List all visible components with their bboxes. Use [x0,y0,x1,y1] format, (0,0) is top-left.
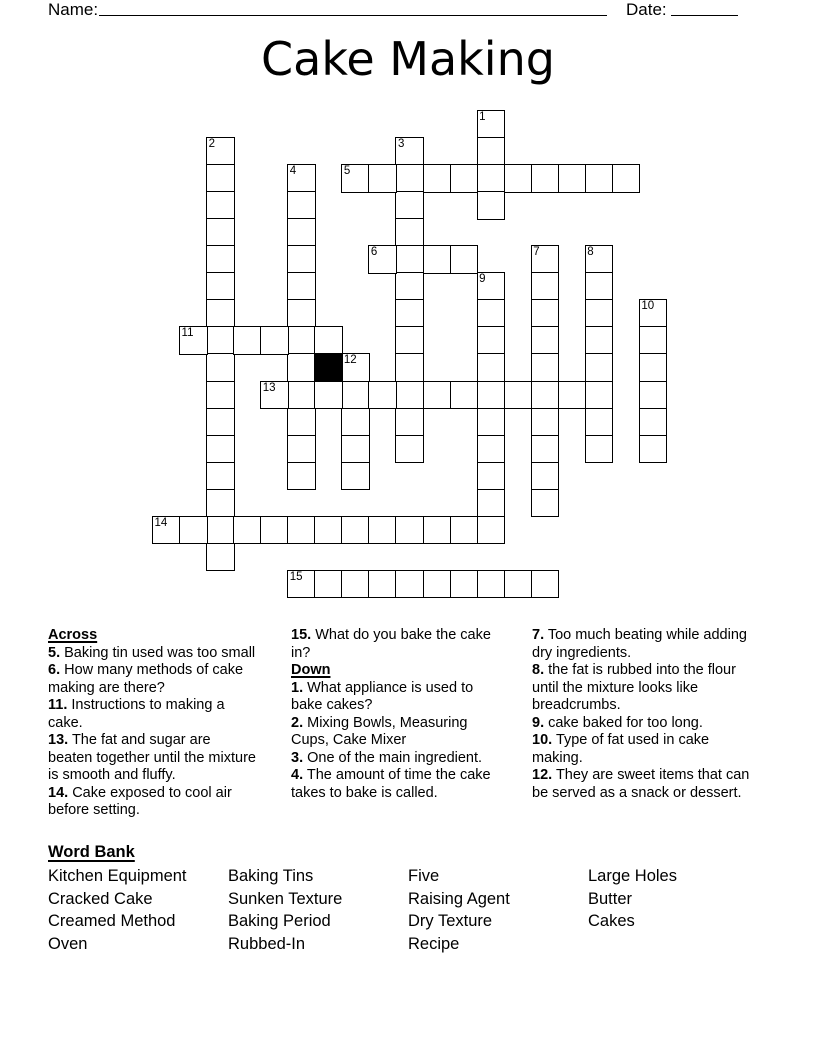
grid-cell-number: 9 [479,273,486,286]
word-bank-word: Baking Period [228,912,331,930]
grid-cell [477,489,506,518]
grid-cell [531,570,560,599]
clues-column-3 [532,627,750,802]
grid-cell [395,137,424,166]
clue-number: 1. [291,679,304,696]
grid-cell [558,381,587,410]
grid-cell [477,570,506,599]
grid-cell [260,326,289,355]
grid-cell [639,353,668,382]
grid-cell [314,570,343,599]
grid-cell [287,570,316,599]
grid-cell [585,164,614,193]
grid-cell [531,462,560,491]
grid-cell [531,326,560,355]
grid-cell [341,408,370,437]
grid-cell [287,299,316,328]
name-blank-line [99,1,607,16]
grid-cell [206,462,235,491]
grid-cell [477,326,506,355]
clue-down-8: 8. the fat is rubbed into the flour until the mixture looks like breadcrumbs. [532,662,736,713]
grid-cell [287,191,316,220]
grid-cell [504,381,533,410]
grid-cell [477,137,506,166]
grid-cell [531,408,560,437]
clue-across-15: 15. What do you bake the cake in? [291,627,491,661]
grid-cell [287,326,316,355]
grid-cell [287,164,316,193]
grid-cell-number: 14 [154,516,168,529]
grid-cell-black [314,353,343,382]
grid-cell [395,191,424,220]
grid-cell [504,164,533,193]
word-bank-word: Cakes [588,912,635,930]
grid-cell [314,326,343,355]
date-blank-line [671,1,738,16]
clue-number: 5. [48,644,61,661]
grid-cell [206,381,235,410]
grid-cell [287,435,316,464]
grid-cell [531,164,560,193]
grid-cell [287,462,316,491]
grid-cell [531,245,560,274]
grid-cell [206,353,235,382]
grid-cell [341,381,370,410]
grid-cell [477,110,506,139]
word-bank-word: Cracked Cake [48,889,153,908]
clues-column-2 [291,627,496,802]
grid-cell [206,489,235,518]
grid-cell [260,381,289,410]
grid-cell [423,245,452,274]
crossword-grid [152,110,667,598]
grid-cell-number: 3 [397,138,405,151]
grid-cell [477,353,506,382]
grid-cell [314,381,343,410]
grid-cell [477,299,506,328]
clue-number: 4. [291,767,304,783]
grid-cell-number: 11 [181,327,194,340]
word-bank-word: Recipe [408,934,460,953]
grid-cell [341,516,370,545]
grid-cell [368,381,397,410]
grid-cell [179,326,208,355]
grid-cell [206,245,235,274]
word-bank-word: Butter [588,889,633,908]
grid-cell [287,218,316,247]
grid-cell [368,570,397,599]
grid-cell [395,353,424,382]
grid-cell [477,272,506,301]
grid-cell [585,408,614,437]
grid-cell [450,164,479,193]
clue-number: 13. [48,732,69,748]
grid-cell [477,516,506,545]
word-bank-word: Five [408,867,440,885]
grid-cell [531,489,560,518]
clue-number: 8. [532,662,545,678]
clue-across-14: 14. Cake exposed to cool air before setting. [48,784,232,818]
grid-cell [585,272,614,301]
grid-cell [395,570,424,599]
grid-cell [450,570,479,599]
grid-cell [395,245,424,274]
grid-cell [395,408,424,437]
grid-cell [450,381,479,410]
grid-cell [477,164,506,193]
grid-cell [260,516,289,545]
grid-cell [287,272,316,301]
grid-cell [504,570,533,599]
grid-cell [206,326,235,355]
grid-cell [341,570,370,599]
grid-cell [477,462,506,491]
grid-cell [395,164,424,193]
word-bank-word: Raising Agent [408,889,510,908]
date-label: Date: [626,0,667,19]
grid-cell [585,299,614,328]
grid-cell-number: 8 [587,246,594,259]
grid-cell [558,164,587,193]
grid-cell [477,191,506,220]
grid-cell [612,164,641,193]
grid-cell [206,408,235,437]
word-bank-column-2 [228,865,342,955]
grid-cell [395,299,424,328]
grid-cell [287,408,316,437]
grid-cell-number: 5 [343,165,351,178]
clue-number: 3. [291,749,304,766]
clue-down-9: 9. cake baked for too long. [532,714,703,731]
clue-number: 12. [532,767,553,783]
grid-cell [639,326,668,355]
clue-down-3: 3. One of the main ingredient. [291,749,483,766]
grid-cell-number: 2 [208,138,215,151]
grid-cell [206,164,235,193]
grid-cell [585,381,614,410]
clue-number: 6. [48,662,61,678]
grid-cell [368,164,397,193]
name-label: Name: [48,0,99,19]
grid-cell [477,435,506,464]
grid-cell [639,408,668,437]
grid-cell [341,353,370,382]
grid-cell [206,191,235,220]
clue-number: 9. [532,714,545,731]
grid-cell [395,272,424,301]
grid-cell [206,435,235,464]
clue-number: 7. [532,627,545,643]
grid-cell [287,516,316,545]
grid-cell [206,543,235,572]
clue-across-13: 13. The fat and sugar are beaten together until the mixture is smooth and fluffy. [48,732,256,783]
grid-cell [639,299,668,328]
grid-cell [341,435,370,464]
word-bank-word: Oven [48,934,88,953]
grid-cell-number: 4 [289,165,297,178]
grid-cell [368,245,397,274]
grid-cell-number: 12 [343,354,357,367]
word-bank-word: Dry Texture [408,912,493,930]
grid-cell [287,353,316,382]
grid-cell-number: 13 [262,381,276,394]
clue-down-12: 12. They are sweet items that can be served as a snack or dessert. [532,767,750,801]
word-bank-word: Kitchen Equipment [48,867,187,885]
grid-cell [206,137,235,166]
clue-down-4: 4. The amount of time the cake takes to bake is called. [291,767,491,801]
grid-cell [287,381,316,410]
grid-cell-number: 7 [533,246,540,259]
grid-cell [341,462,370,491]
clue-number: 11. [48,697,68,713]
grid-cell [531,435,560,464]
grid-cell [423,381,452,410]
grid-cell [395,326,424,355]
grid-cell [477,408,506,437]
grid-cell [287,245,316,274]
clue-down-7: 7. Too much beating while adding dry ingredients. [532,627,747,661]
clue-across-6: 6. How many methods of cake making are there? [48,662,244,696]
grid-cell [395,218,424,247]
word-bank-column-1 [48,865,187,955]
grid-cell [206,299,235,328]
grid-cell [585,326,614,355]
grid-cell [395,381,424,410]
clue-number: 2. [291,714,304,731]
word-bank-word: Large Holes [588,867,677,885]
grid-cell-number: 6 [370,246,378,259]
grid-cell [531,353,560,382]
grid-cell [531,299,560,328]
grid-cell-number: 1 [479,111,486,123]
grid-cell [152,516,181,545]
grid-cell [233,326,262,355]
clue-across-5: 5. Baking tin used was too small [48,644,256,661]
grid-cell [395,516,424,545]
grid-cell [585,245,614,274]
grid-cell [477,381,506,410]
grid-cell [341,164,370,193]
grid-cell [639,435,668,464]
word-bank-heading: Word Bank [48,843,135,861]
clue-across-11: 11. Instructions to making a cake. [48,697,225,731]
grid-cell [423,570,452,599]
clue-down-1: 1. What appliance is used to bake cakes? [291,679,474,713]
clue-number: 10. [532,732,553,748]
clues-down-heading: Down [291,662,331,678]
grid-cell [423,516,452,545]
grid-cell [450,516,479,545]
grid-cell [585,435,614,464]
grid-cell [531,381,560,410]
grid-cell [179,516,208,545]
grid-cell [395,435,424,464]
page-title: Cake Making [261,32,555,86]
grid-cell [423,164,452,193]
clue-number: 15. [291,627,312,643]
grid-cell [206,272,235,301]
grid-cell [233,516,262,545]
clues-column-1 [48,627,256,820]
grid-cell [531,272,560,301]
grid-cell [585,353,614,382]
grid-cell [314,516,343,545]
grid-cell [450,245,479,274]
word-bank-column-3 [408,865,510,955]
clues-across-heading: Across [48,627,98,643]
word-bank-word: Creamed Method [48,912,176,930]
grid-cell [206,516,235,545]
grid-cell [368,516,397,545]
grid-cell-number: 10 [641,300,655,313]
clue-down-10: 10. Type of fat used in cake making. [532,732,710,766]
grid-cell-number: 15 [289,570,303,583]
clue-number: 14. [48,784,69,801]
word-bank-word: Baking Tins [228,867,314,885]
grid-cell [206,218,235,247]
grid-cell [639,381,668,410]
word-bank-word: Sunken Texture [228,889,343,908]
word-bank-word: Rubbed-In [228,934,306,953]
clue-down-2: 2. Mixing Bowls, Measuring Cups, Cake Mixer [291,714,468,748]
word-bank-column-4 [588,865,677,933]
